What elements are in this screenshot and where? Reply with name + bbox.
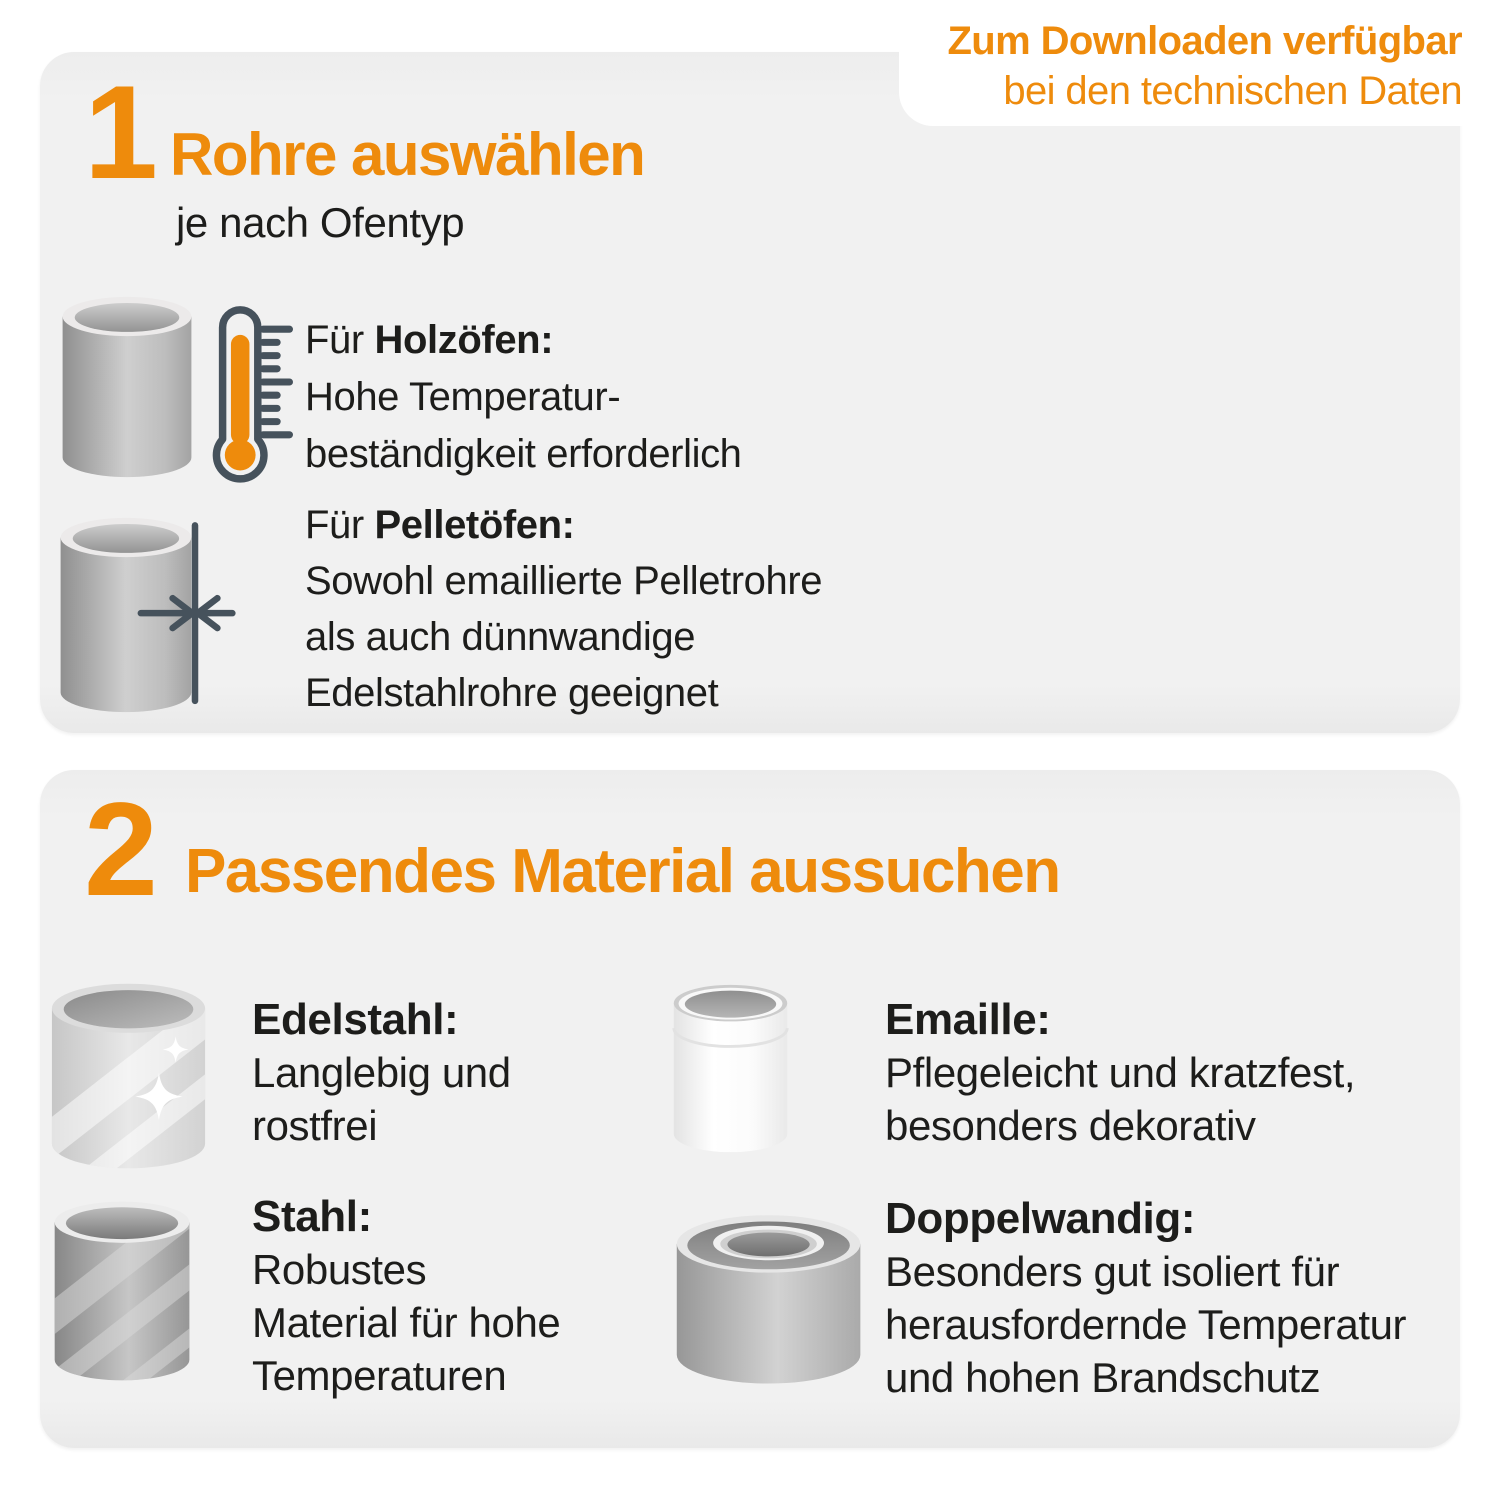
double-wall-pipe-icon (672, 1202, 868, 1392)
pelletoefen-line-2: als auch dünnwandige (305, 615, 696, 659)
section-1-title: Rohre auswählen (170, 121, 645, 188)
section-1-panel (40, 52, 1460, 733)
pelletoefen-line-1: Sowohl emaillierte Pelletrohre (305, 559, 823, 603)
stainless-steel-pipe-icon (48, 978, 210, 1174)
download-badge (899, 0, 1500, 126)
edelstahl-term: Edelstahl: (252, 995, 459, 1044)
section-2-panel (40, 770, 1460, 1448)
stahl-term: Stahl: (252, 1192, 372, 1241)
section-2-title: Passendes Material aussuchen (185, 837, 1060, 906)
holzoefen-prefix: Für (305, 318, 364, 362)
holzoefen-term: Holzöfen: (374, 318, 554, 362)
holzoefen-line-2: beständigkeit erforderlich (305, 432, 742, 476)
edelstahl-line-2: rostfrei (252, 1102, 378, 1149)
section-1-number: 1 (84, 59, 156, 207)
pipe-wall-thickness-icon (55, 508, 237, 722)
stahl-line-3: Temperaturen (252, 1352, 507, 1399)
emaille-line-2: besonders dekorativ (885, 1102, 1256, 1149)
emaille-line-1: Pflegeleicht und kratzfest, (885, 1049, 1356, 1096)
stahl-line-1: Robustes (252, 1246, 427, 1293)
holzoefen-text (305, 312, 742, 483)
stahl-text (252, 1190, 560, 1402)
edelstahl-text (252, 993, 511, 1152)
thermometer-icon (205, 300, 293, 486)
enamel-pipe-icon (668, 977, 793, 1162)
emaille-term: Emaille: (885, 995, 1051, 1044)
download-badge-line-2: bei den technischen Daten (1003, 69, 1462, 113)
section-2-number: 2 (84, 776, 156, 924)
pelletoefen-text (305, 497, 822, 721)
emaille-text (885, 993, 1355, 1152)
download-badge-line-1: Zum Downloaden verfügbar (947, 19, 1462, 63)
doppelwandig-term: Doppelwandig: (885, 1194, 1196, 1243)
doppelwandig-line-1: Besonders gut isoliert für (885, 1248, 1340, 1295)
stahl-line-2: Material für hohe (252, 1299, 561, 1346)
holzoefen-lead (305, 312, 742, 369)
holzoefen-line-1: Hohe Temperatur- (305, 375, 621, 419)
pelletoefen-line-3: Edelstahlrohre geeignet (305, 671, 719, 715)
doppelwandig-line-3: und hohen Brandschutz (885, 1354, 1321, 1401)
pipe-icon (57, 288, 197, 486)
doppelwandig-line-2: herausfordernde Temperatur (885, 1301, 1407, 1348)
pelletoefen-term: Pelletöfen: (374, 503, 575, 547)
edelstahl-line-1: Langlebig und (252, 1049, 511, 1096)
doppelwandig-text (885, 1192, 1406, 1404)
pelletoefen-lead (305, 497, 822, 553)
section-1-subtitle: je nach Ofentyp (176, 199, 465, 246)
pelletoefen-prefix: Für (305, 503, 364, 547)
steel-pipe-icon (50, 1193, 195, 1389)
